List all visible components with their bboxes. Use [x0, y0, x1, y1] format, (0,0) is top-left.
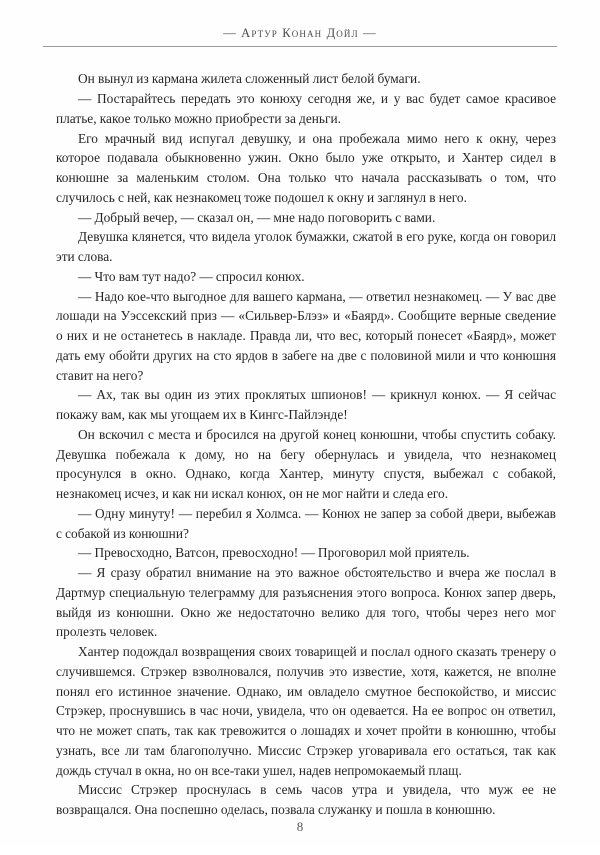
- paragraph: — Добрый вечер, — сказал он, — мне надо поговорить с вами.: [78, 209, 436, 225]
- paragraph: — Постарайтесь передать это конюху сегодня же, и у вас будет самое красивое платье, какое только можно приобрести за деньги.: [56, 91, 556, 126]
- paragraph: Его мрачный вид испугал девушку, и она пробежала мимо него к окну, через которое подавала обыкновенно ужин. Окно было уже открыто, и Хантер сидел в конюшне за маленьким столом. Она только что начала рассказывать о том, что случилось с ней, как незнакомец тоже подошел к окну и заглянул в него.: [56, 130, 556, 205]
- paragraph: Он вскочил с места и бросился на другой конец конюшни, чтобы спустить собаку. Девушка побежала к дому, но на бегу обернулась и увидела, что незнакомец просунулся в окно. Однако, когда Хантер, минуту спустя, выбежал с собакой, незнакомец исчез, и как ни искал конюх, он не мог найти и следа его.: [56, 426, 556, 502]
- paragraph: — Надо кое-что выгодное для вашего кармана, — ответил незнакомец. — У вас две лошади на Уэссекский приз — «Сильвер-Блэз» и «Баярд». Сообщите верные сведение о них и не останетесь в накладе. Правда ли, что вес, который понесет «Баярд», может дать ему обойти других на сто ярдов в забеге на две с половиной мили и что конюшня ставит на него?: [56, 288, 556, 383]
- paragraph: — Что вам тут надо? — спросил конюх.: [78, 268, 305, 284]
- paragraph: Он вынул из кармана жилета сложенный лист белой бумаги.: [78, 71, 421, 87]
- paragraph: — Я сразу обратил внимание на это важное обстоятельство и вчера же послал в Дартмур специальную телеграмму для разъяснения этого вопроса. Конюх запер дверь, выйдя из конюшни. Окно же недостаточно велико для того, чтобы через него мог пролезть человек.: [56, 565, 556, 640]
- paragraph: — Превосходно, Ватсон, превосходно! — Проговорил мой приятель.: [78, 545, 470, 561]
- paragraph: Девушка клянется, что видела уголок бумажки, сжатой в его руке, когда он говорил эти слова.: [56, 229, 556, 265]
- page-footer: [0, 820, 600, 855]
- page-header: [0, 26, 600, 47]
- paragraph: Миссис Стрэкер проснулась в семь часов утра и увидела, что муж ее не возвращался. Она поспешно оделась, позвала служанку и пошла в конюшню.: [56, 782, 556, 818]
- paragraph: — Ах, так вы один из этих проклятых шпионов! — крикнул конюх. — Я сейчас покажу вам, как мы угощаем их в Кингс-Пайлэнде!: [56, 387, 556, 423]
- paragraph: Хантер подождал возвращения своих товарищей и послал одного сказать тренеру о случившемся. Стрэкер взволновался, получив это известие, хотя, кажется, не вполне понял его истинное значение. Однако, им овладело смутное беспокойство, и миссис Стрэкер, проснувшись в час ночи, увидела, что он одевается. На ее вопрос он ответил, что не может спать, так как тревожится о лошадях и хочет пройти в конюшню, чтобы узнать, все ли там благополучно. Миссис Стрэкер уговаривала его остаться, так как дождь стучал в окна, но он все-таки ушел, надев непромокаемый плащ.: [56, 644, 556, 778]
- paragraph: — Одну минуту! — перебил я Холмса. — Конюх не запер за собой двери, выбежав с собакой из конюшни?: [56, 505, 556, 541]
- page-number: 8: [296, 818, 304, 834]
- running-head-author: — Артур Конан Дойл —: [223, 26, 377, 40]
- body-text-column: [0, 47, 600, 820]
